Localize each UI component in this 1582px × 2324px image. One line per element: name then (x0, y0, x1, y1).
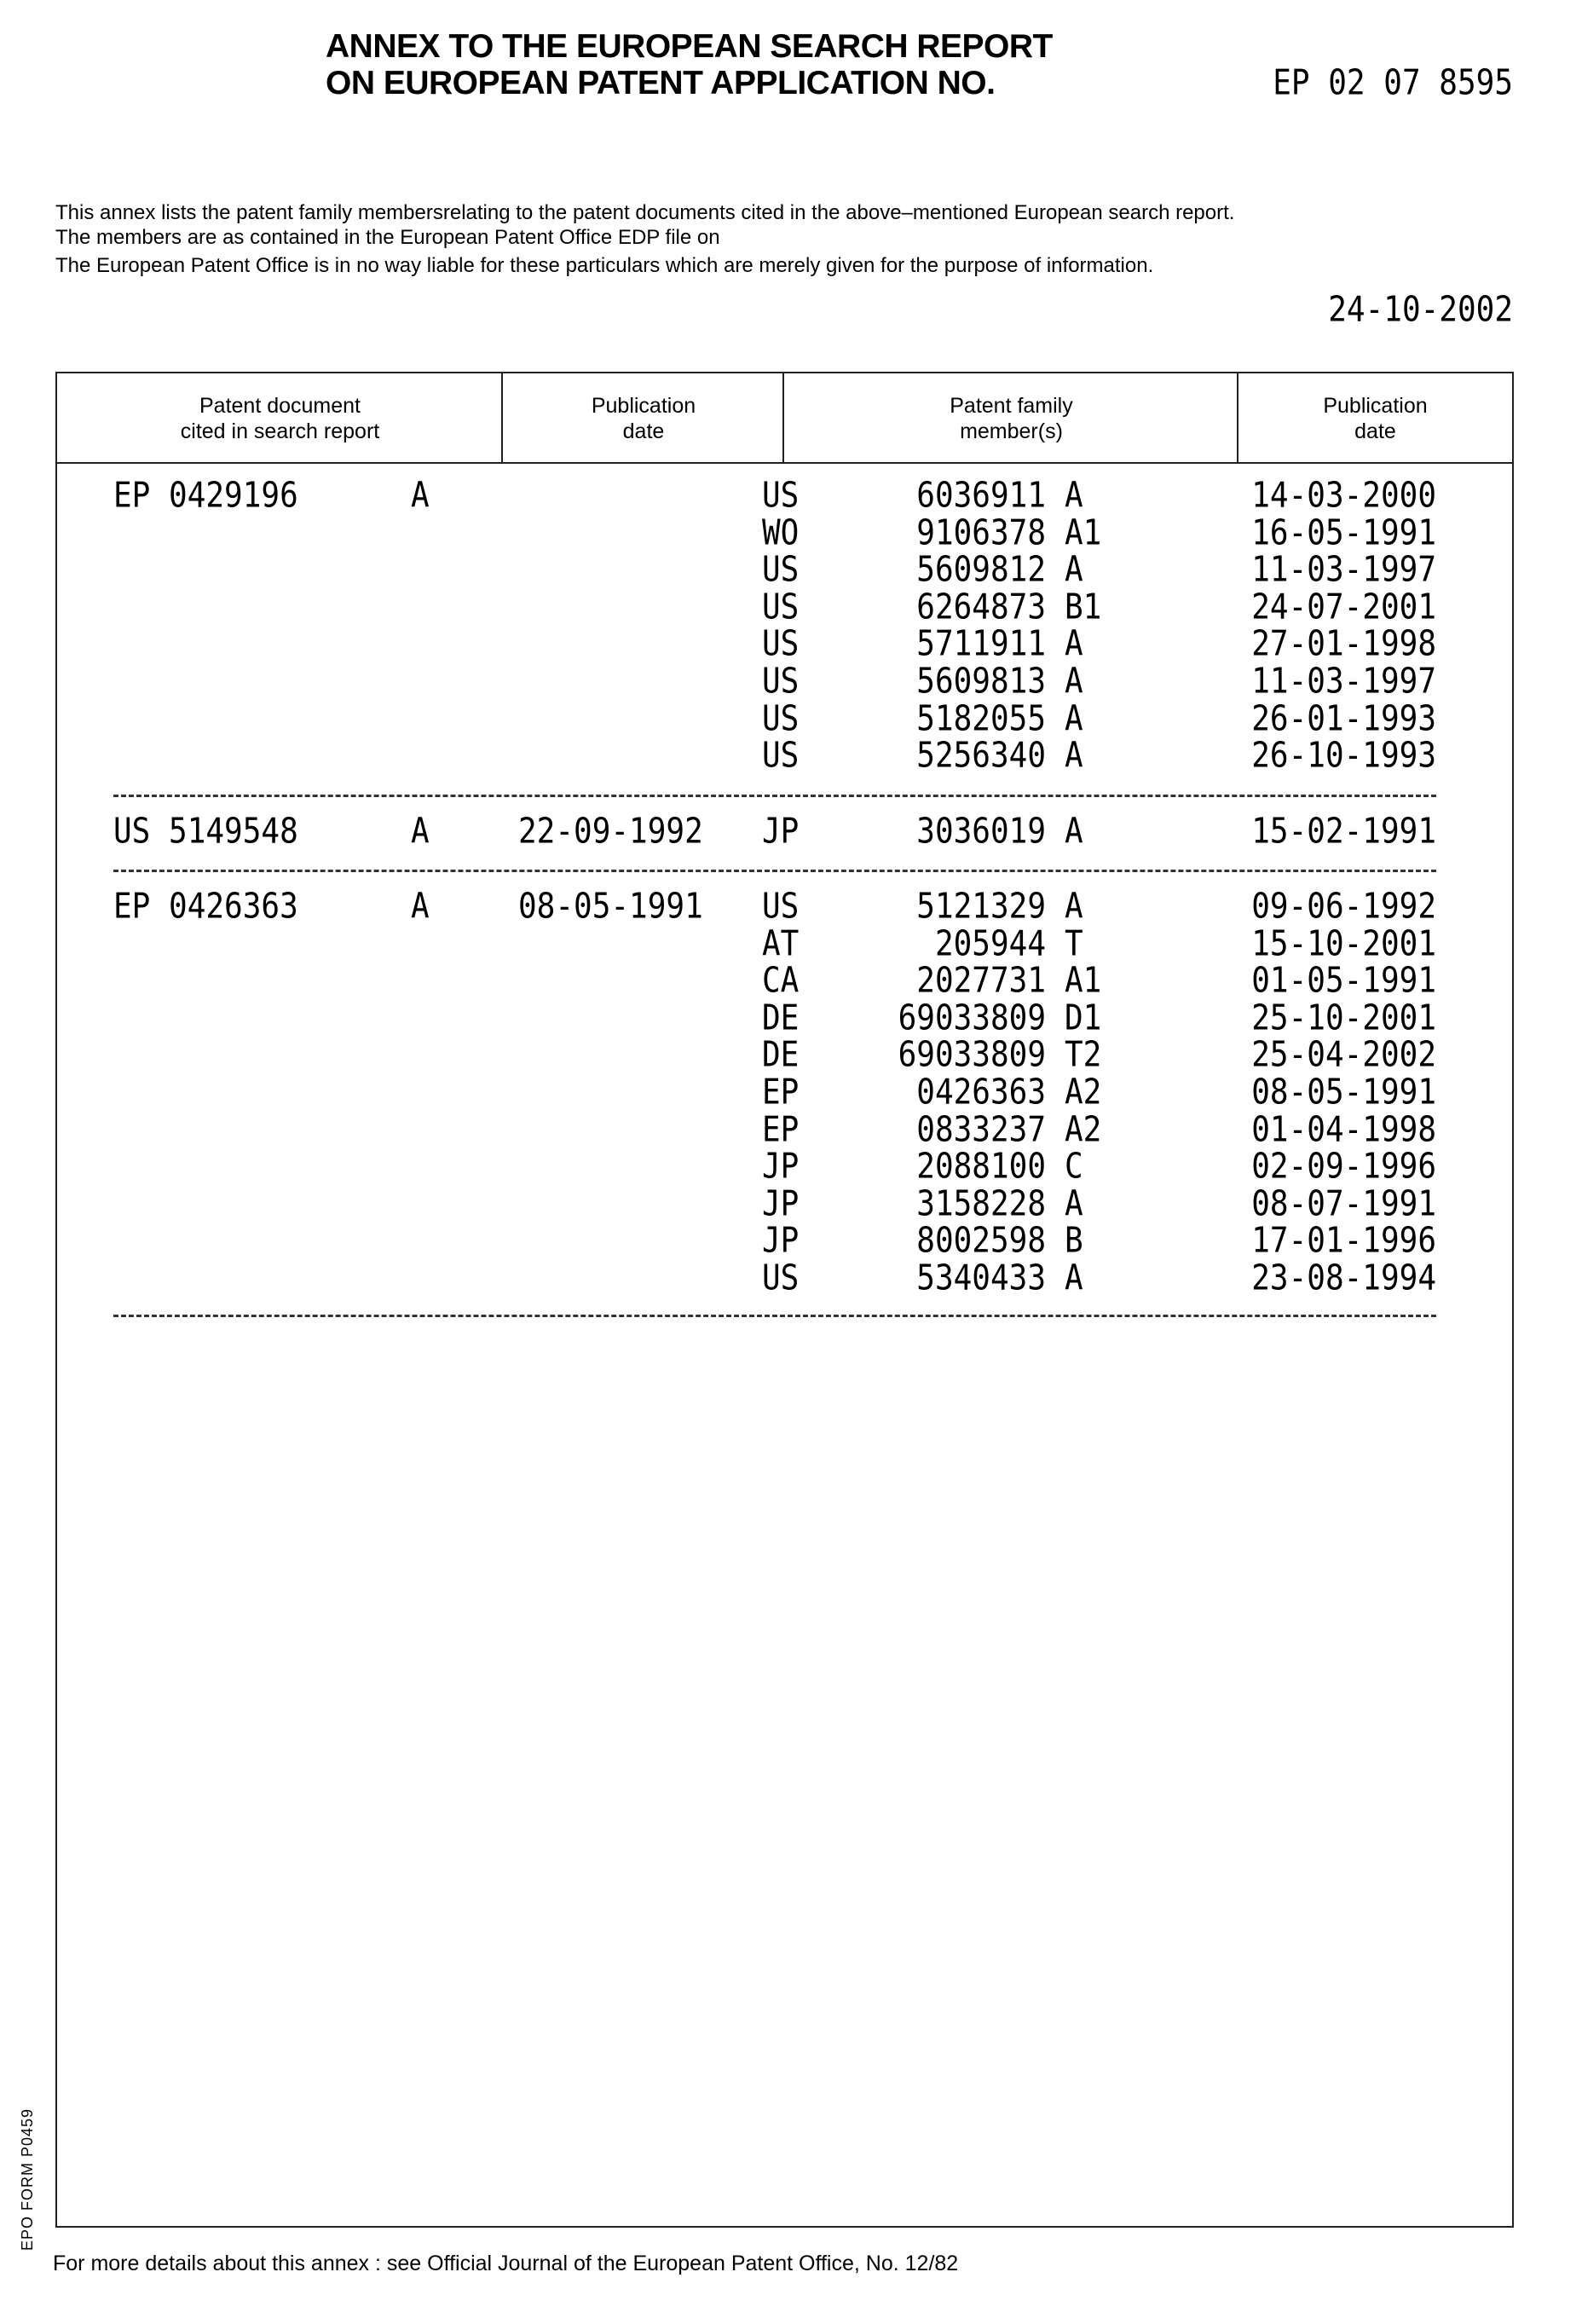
member-publication-date: 09-06-1992 (1251, 887, 1436, 927)
member-country: CA (762, 962, 799, 1001)
member-kind: A (1065, 662, 1083, 702)
cited-document: EP 0426363 (113, 887, 298, 927)
member-country: DE (762, 999, 799, 1038)
header-text: date (592, 419, 696, 444)
cited-document-kind: A (411, 812, 430, 852)
group-separator (113, 1315, 1436, 1317)
header-family-publication-date (1238, 373, 1512, 464)
member-kind: A1 (1065, 962, 1101, 1001)
member-publication-date: 26-10-1993 (1251, 737, 1436, 776)
member-publication-date: 02-09-1996 (1251, 1148, 1436, 1187)
member-country: US (762, 625, 799, 664)
member-country: US (762, 737, 799, 776)
report-date: 24-10-2002 (1328, 291, 1513, 330)
member-publication-date: 11-03-1997 (1251, 551, 1436, 590)
member-country: JP (762, 1222, 799, 1261)
member-kind: T (1065, 925, 1083, 964)
member-kind: A (1065, 887, 1083, 927)
member-kind: B1 (1065, 588, 1101, 627)
member-kind: A2 (1065, 1111, 1101, 1150)
member-country: US (762, 700, 799, 739)
member-country: US (762, 588, 799, 627)
member-publication-date: 17-01-1996 (1251, 1222, 1436, 1261)
member-publication-date: 27-01-1998 (1251, 625, 1436, 664)
member-number: 5609812 (916, 551, 1046, 590)
cited-document-kind: A (411, 477, 430, 516)
member-kind: B (1065, 1222, 1083, 1261)
member-number: 2027731 (916, 962, 1046, 1001)
member-publication-date: 01-05-1991 (1251, 962, 1436, 1001)
application-number: EP 02 07 8595 (1273, 64, 1513, 103)
cited-document-kind: A (411, 887, 430, 927)
header-text: Publication (1323, 393, 1427, 419)
member-publication-date: 23-08-1994 (1251, 1259, 1436, 1298)
footer-note: For more details about this annex : see Official Journal of the European Patent Office, No. 12/82 (53, 2252, 958, 2276)
header-text: member(s) (950, 419, 1073, 444)
member-publication-date: 01-04-1998 (1251, 1111, 1436, 1150)
member-kind: A (1065, 625, 1083, 664)
member-number: 69033809 (898, 1036, 1046, 1075)
header-text: Patent document (181, 393, 379, 419)
member-publication-date: 24-07-2001 (1251, 588, 1436, 627)
cited-publication-date: 22-09-1992 (518, 812, 703, 852)
member-country: JP (762, 812, 799, 852)
member-country: JP (762, 1185, 799, 1224)
member-kind: A (1065, 737, 1083, 776)
member-number: 69033809 (898, 999, 1046, 1038)
member-country: US (762, 551, 799, 590)
header-text: Publication (592, 393, 696, 419)
member-number: 5121329 (916, 887, 1046, 927)
member-publication-date: 25-04-2002 (1251, 1036, 1436, 1075)
member-kind: C (1065, 1148, 1083, 1187)
member-number: 5256340 (916, 737, 1046, 776)
cited-document: US 5149548 (113, 812, 298, 852)
member-number: 3158228 (916, 1185, 1046, 1224)
member-publication-date: 15-02-1991 (1251, 812, 1436, 852)
member-publication-date: 08-07-1991 (1251, 1185, 1436, 1224)
report-title-line2: ON EUROPEAN PATENT APPLICATION NO. (326, 65, 995, 102)
member-number: 5609813 (916, 662, 1046, 702)
member-number: 6036911 (916, 477, 1046, 516)
member-country: EP (762, 1111, 799, 1150)
member-kind: A1 (1065, 514, 1101, 553)
member-kind: A (1065, 477, 1083, 516)
header-text: Patent family (950, 393, 1073, 419)
member-country: US (762, 887, 799, 927)
intro-line-2: The members are as contained in the European Patent Office EDP file on (55, 225, 720, 251)
member-number: 6264873 (916, 588, 1046, 627)
member-number: 0426363 (916, 1073, 1046, 1113)
member-number: 5340433 (916, 1259, 1046, 1298)
member-kind: D1 (1065, 999, 1101, 1038)
member-publication-date: 08-05-1991 (1251, 1073, 1436, 1113)
member-publication-date: 11-03-1997 (1251, 662, 1436, 702)
member-publication-date: 25-10-2001 (1251, 999, 1436, 1038)
member-number: 5711911 (916, 625, 1046, 664)
member-country: EP (762, 1073, 799, 1113)
member-kind: A (1065, 700, 1083, 739)
member-number: 8002598 (916, 1222, 1046, 1261)
member-kind: A (1065, 1259, 1083, 1298)
member-number: 3036019 (916, 812, 1046, 852)
member-number: 2088100 (916, 1148, 1046, 1187)
member-country: AT (762, 925, 799, 964)
intro-line-1: This annex lists the patent family membersrelating to the patent documents cited in the above–mentioned European search report. (55, 200, 1234, 226)
header-publication-date (503, 373, 784, 464)
intro-line-3: The European Patent Office is in no way liable for these particulars which are merely given for the purpose of information. (55, 253, 1153, 279)
member-publication-date: 15-10-2001 (1251, 925, 1436, 964)
member-publication-date: 14-03-2000 (1251, 477, 1436, 516)
member-country: US (762, 477, 799, 516)
header-text: cited in search report (181, 419, 379, 444)
group-separator (113, 870, 1436, 872)
form-id: EPO FORM P0459 (19, 2108, 37, 2251)
report-title-line1: ANNEX TO THE EUROPEAN SEARCH REPORT (326, 28, 1053, 66)
member-country: DE (762, 1036, 799, 1075)
cited-document: EP 0429196 (113, 477, 298, 516)
member-country: WO (762, 514, 799, 553)
member-kind: T2 (1065, 1036, 1101, 1075)
member-publication-date: 16-05-1991 (1251, 514, 1436, 553)
header-family-members (784, 373, 1238, 464)
group-separator (113, 795, 1436, 797)
member-kind: A2 (1065, 1073, 1101, 1113)
member-number: 205944 (935, 925, 1046, 964)
header-cited-document (57, 373, 503, 464)
cited-publication-date: 08-05-1991 (518, 887, 703, 927)
member-country: US (762, 662, 799, 702)
member-number: 0833237 (916, 1111, 1046, 1150)
member-country: JP (762, 1148, 799, 1187)
member-number: 9106378 (916, 514, 1046, 553)
member-kind: A (1065, 1185, 1083, 1224)
member-number: 5182055 (916, 700, 1046, 739)
header-text: date (1323, 419, 1427, 444)
member-publication-date: 26-01-1993 (1251, 700, 1436, 739)
member-country: US (762, 1259, 799, 1298)
member-kind: A (1065, 812, 1083, 852)
member-kind: A (1065, 551, 1083, 590)
